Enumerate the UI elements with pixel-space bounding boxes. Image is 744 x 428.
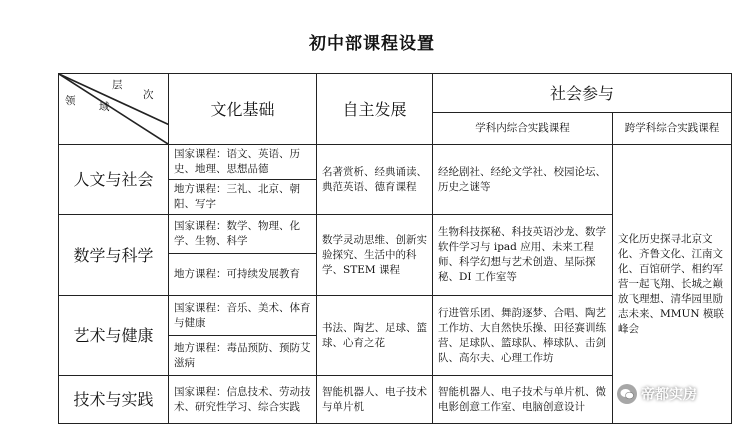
corner-label-ci: 次 [143, 89, 154, 101]
arts-autonomy: 书法、陶艺、足球、篮球、心育之花 [317, 296, 433, 376]
humanities-national: 国家课程：语文、英语、历史、地理、思想品德 [169, 145, 317, 180]
math-within: 生物科技探秘、科技英语沙龙、数学软件学习与 ipad 应用、未来工程师、科学幻想与艺术创造、星际探秘、DI 工作室等 [433, 215, 613, 296]
tech-national: 国家课程：信息技术、劳动技术、研究性学习、综合实践 [169, 376, 317, 424]
humanities-autonomy: 名著赏析、经典诵读、典范英语、德育课程 [317, 145, 433, 215]
header-culture: 文化基础 [169, 74, 317, 145]
header-social: 社会参与 [433, 74, 732, 113]
arts-national: 国家课程：音乐、美术、体育与健康 [169, 296, 317, 336]
humanities-within: 经纶剧社、经纶文学社、校园论坛、历史之谜等 [433, 145, 613, 215]
area-humanities: 人文与社会 [59, 145, 169, 215]
corner-header-cell [59, 74, 169, 145]
header-autonomy: 自主发展 [317, 74, 433, 145]
course-table [58, 73, 732, 424]
subheader-cross-subject: 跨学科综合实践课程 [613, 113, 732, 145]
corner-label-yu: 域 [99, 101, 110, 113]
watermark-text: 帝都实房 [641, 387, 697, 403]
arts-local: 地方课程：毒品预防、预防艾滋病 [169, 336, 317, 376]
area-math-science: 数学与科学 [59, 215, 169, 296]
math-local: 地方课程：可持续发展教育 [169, 254, 317, 296]
watermark [617, 383, 697, 405]
cross-subject-courses: 文化历史探寻北京文化、齐鲁文化、江南文化、百馆研学、相约军营一起飞翔、长城之巅放飞理想、清华园里励志未来、MMUN 模联峰会 [613, 145, 732, 424]
tech-autonomy: 智能机器人、电子技术与单片机 [317, 376, 433, 424]
math-autonomy: 数学灵动思维、创新实验探究、生活中的科学、STEM 课程 [317, 215, 433, 296]
math-national: 国家课程：数学、物理、化学、生物、科学 [169, 215, 317, 254]
corner-label-ling: 领 [65, 95, 76, 107]
page-title: 初中部课程设置 [309, 34, 435, 54]
humanities-local: 地方课程：三礼、北京、朝阳、写字 [169, 180, 317, 215]
arts-within: 行进管乐团、舞韵逐梦、合唱、陶艺工作坊、大自然快乐操、田径赛训练营、足球队、篮球队、棒球队、击剑队、高尔夫、心理工作坊 [433, 296, 613, 376]
subheader-within-subject: 学科内综合实践课程 [433, 113, 613, 145]
corner-label-ceng: 层 [112, 79, 123, 91]
wechat-icon [617, 384, 637, 404]
area-tech-practice: 技术与实践 [59, 376, 169, 424]
tech-within: 智能机器人、电子技术与单片机、微电影创意工作室、电脑创意设计 [433, 376, 613, 424]
area-arts-health: 艺术与健康 [59, 296, 169, 376]
